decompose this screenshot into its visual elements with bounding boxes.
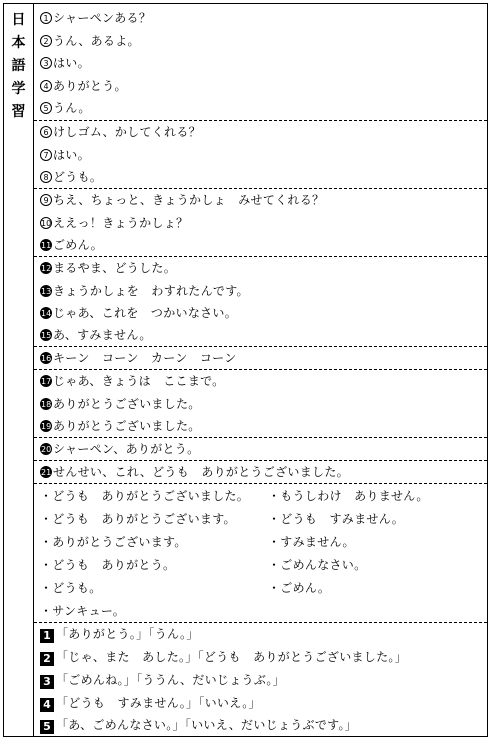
side-char: 本 xyxy=(11,35,26,51)
exercise-line xyxy=(40,669,285,691)
line-number: 9 xyxy=(40,194,52,206)
line-text: けしゴム、かしてくれる？ xyxy=(53,125,201,139)
phrase-item: ・どうも ありがとう。 xyxy=(40,558,176,572)
line-number: 3 xyxy=(40,57,52,69)
dialogue-line xyxy=(40,234,103,256)
dialogue-line xyxy=(40,189,324,211)
dialogue-line xyxy=(40,166,102,188)
line-number: 2 xyxy=(40,35,52,47)
line-number: 7 xyxy=(40,149,52,161)
line-number: 10 xyxy=(41,219,52,228)
line-text: きょうかしょを わすれたんです。 xyxy=(53,284,249,298)
line-text: うん、あるよ。 xyxy=(53,34,140,48)
exercise-text: 「どうも すみません。」「いいえ。」 xyxy=(56,696,261,710)
exercise-text: 「ありがとう。」「うん。」 xyxy=(56,627,199,641)
phrase-item: ・すみません。 xyxy=(268,535,355,549)
side-char: 語 xyxy=(11,58,26,74)
line-text: ちえ、ちょっと、きょうかしょ みせてくれる？ xyxy=(53,193,325,207)
phrase-item: ・どうも。 xyxy=(40,581,102,595)
exercise-text: 「あ、ごめんなさい。」「いいえ、だいじょうぶです。」 xyxy=(56,718,358,732)
side-char: 日 xyxy=(11,12,26,28)
dialogue-line xyxy=(40,438,199,460)
dialogue-line xyxy=(40,30,140,52)
line-number: 19 xyxy=(41,422,52,431)
line-number: 1 xyxy=(40,12,52,24)
dialogue-line xyxy=(40,257,176,279)
line-number: 20 xyxy=(41,445,52,454)
line-number: 6 xyxy=(40,126,52,138)
side-label xyxy=(4,4,34,736)
line-text: シャーペンある？ xyxy=(53,11,152,25)
line-text: うん。 xyxy=(53,101,91,115)
line-text: キーン コーン カーン コーン xyxy=(53,351,237,365)
dialogue-line xyxy=(40,97,91,119)
line-number: 15 xyxy=(41,331,52,340)
exercise-number: 1 xyxy=(40,629,54,643)
phrase-item: ・もうしわけ ありません。 xyxy=(268,489,429,503)
line-text: じゃあ、きょうは ここまで。 xyxy=(53,374,225,388)
dialogue-line xyxy=(40,370,224,392)
section-divider xyxy=(34,483,487,484)
side-char: 学 xyxy=(11,81,26,97)
dialogue-line xyxy=(40,7,151,29)
exercise-text: 「じゃ、また あした。」「どうも ありがとうございました。」 xyxy=(56,650,408,664)
dialogue-line xyxy=(40,280,249,302)
dialogue-line xyxy=(40,415,201,437)
exercise-number: 3 xyxy=(40,675,54,689)
line-number: 5 xyxy=(40,102,52,114)
line-number: 12 xyxy=(41,264,52,273)
phrase-item: ・どうも ありがとうございました。 xyxy=(40,489,250,503)
line-text: まるやま、どうした。 xyxy=(53,261,177,275)
exercise-number: 4 xyxy=(40,698,54,712)
line-number: 4 xyxy=(40,80,52,92)
exercise-number: 5 xyxy=(40,720,54,734)
line-text: シャーペン、ありがとう。 xyxy=(53,442,200,456)
phrase-item: ・ごめんなさい。 xyxy=(268,558,367,572)
phrase-item: ・どうも ありがとうございます。 xyxy=(40,512,236,526)
exercise-number: 2 xyxy=(40,652,54,666)
dialogue-line xyxy=(40,347,237,369)
line-number: 14 xyxy=(41,309,52,318)
line-number: 17 xyxy=(41,377,52,386)
line-number: 16 xyxy=(41,354,52,363)
phrase-item: ・ありがとうございます。 xyxy=(40,535,187,549)
exercise-text: 「ごめんね。」「ううん、だいじょうぶ。」 xyxy=(56,673,285,687)
line-text: じゃあ、これを つかいなさい。 xyxy=(53,306,238,320)
exercise-line xyxy=(40,692,261,714)
line-text: はい。 xyxy=(53,148,90,162)
dialogue-line xyxy=(40,393,201,415)
line-text: せんせい、これ、どうも ありがとうございました。 xyxy=(53,465,349,479)
phrase-item: ・どうも すみません。 xyxy=(268,512,405,526)
line-text: あ、すみません。 xyxy=(53,328,152,342)
line-number: 11 xyxy=(41,241,52,250)
dialogue-line xyxy=(40,302,237,324)
phrase-item: ・サンキュー。 xyxy=(40,604,126,618)
dialogue-line xyxy=(40,324,152,346)
dialogue-line xyxy=(40,52,90,74)
exercise-line xyxy=(40,623,199,645)
line-number: 18 xyxy=(41,400,52,409)
exercise-line xyxy=(40,646,407,668)
line-text: ありがとうございました。 xyxy=(53,419,201,433)
exercise-line xyxy=(40,714,357,736)
dialogue-content xyxy=(34,4,487,736)
dialogue-line xyxy=(40,212,188,234)
dialogue-line xyxy=(40,75,127,97)
dialogue-line xyxy=(40,144,90,166)
dialogue-line xyxy=(40,461,349,483)
line-text: ありがとう。 xyxy=(53,79,127,93)
line-text: ごめん。 xyxy=(53,238,103,252)
side-char: 習 xyxy=(11,104,26,120)
dialogue-line xyxy=(40,121,201,143)
line-number: 13 xyxy=(41,287,52,296)
phrase-item: ・ごめん。 xyxy=(268,581,331,595)
line-number: 8 xyxy=(40,171,52,183)
line-text: ええっ！きょうかしょ？ xyxy=(53,216,189,230)
phrases-left-column xyxy=(40,485,249,623)
phrases-right-column xyxy=(268,485,429,600)
worksheet xyxy=(3,3,488,737)
line-text: はい。 xyxy=(53,56,90,70)
line-number: 21 xyxy=(41,468,52,477)
line-text: どうも。 xyxy=(53,170,103,184)
line-text: ありがとうございました。 xyxy=(53,397,201,411)
